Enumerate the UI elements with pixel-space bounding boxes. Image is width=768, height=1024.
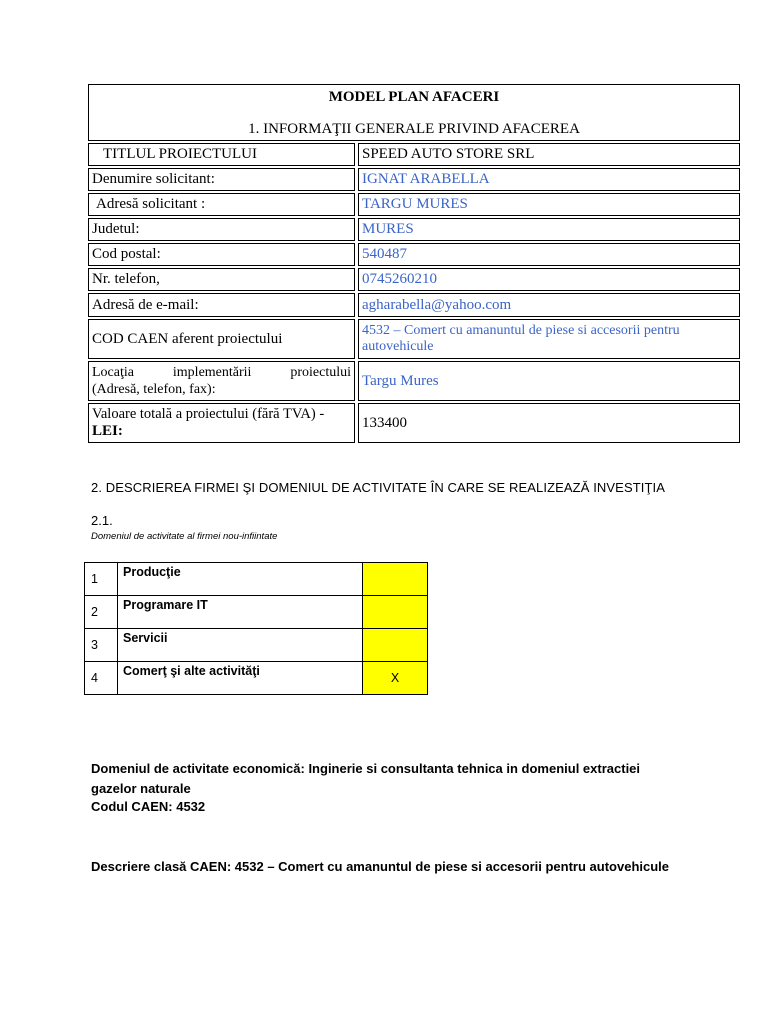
domain-name: Comerţ şi alte activităţi xyxy=(118,662,363,695)
info-value: 4532 – Comert cu amanuntul de piese si accesorii pentru autovehicule xyxy=(358,319,740,359)
plan-header xyxy=(88,84,740,141)
info-row-caen xyxy=(88,319,740,359)
domain-mark: X xyxy=(363,662,428,695)
document-title: MODEL PLAN AFACERI xyxy=(328,89,500,105)
info-label: Nr. telefon, xyxy=(88,268,355,291)
info-label-line1: Locaţia implementării proiectului xyxy=(92,365,351,380)
domain-number: 2 xyxy=(85,596,118,629)
info-row-total-value xyxy=(88,403,740,443)
subsection-number: 2.1. xyxy=(91,513,113,528)
info-label-line2: LEI: xyxy=(92,423,123,439)
activity-domain-table xyxy=(84,562,428,695)
info-label-line1: Valoare totală a proiectului (fără TVA) - xyxy=(92,406,325,422)
info-row-applicant-name xyxy=(88,168,740,191)
table-row xyxy=(85,662,428,695)
info-row-postal-code xyxy=(88,243,740,266)
info-label xyxy=(88,361,355,401)
info-value: 133400 xyxy=(358,403,740,443)
info-label: Cod postal: xyxy=(88,243,355,266)
info-label: Adresă solicitant : xyxy=(88,193,355,216)
section1-title: 1. INFORMAŢII GENERALE PRIVIND AFACEREA xyxy=(248,121,580,137)
caen-code-text: Codul CAEN: 4532 xyxy=(91,799,206,814)
domain-name: Servicii xyxy=(118,629,363,662)
info-value: 0745260210 xyxy=(358,268,740,291)
caen-description-text: Descriere clasă CAEN: 4532 – Comert cu amanuntul de piese si accesorii pentru autovehicule xyxy=(91,859,670,874)
domain-name: Programare IT xyxy=(118,596,363,629)
domain-number: 1 xyxy=(85,563,118,596)
info-label: TITLUL PROIECTULUI xyxy=(88,143,355,166)
info-label xyxy=(88,403,355,443)
info-label: Adresă de e-mail: xyxy=(88,293,355,317)
domain-name: Producţie xyxy=(118,563,363,596)
economic-domain-text: Domeniul de activitate economică: Inginerie si consultanta tehnica in domeniul extractiei gazelor naturale xyxy=(91,761,641,796)
domain-number: 3 xyxy=(85,629,118,662)
info-label: Judetul: xyxy=(88,218,355,241)
info-row-phone xyxy=(88,268,740,291)
table-row xyxy=(85,563,428,596)
info-row-email xyxy=(88,293,740,317)
info-value: IGNAT ARABELLA xyxy=(358,168,740,191)
domain-mark xyxy=(363,596,428,629)
info-value: 540487 xyxy=(358,243,740,266)
info-row-county xyxy=(88,218,740,241)
table-row xyxy=(85,629,428,662)
subsection-caption: Domeniul de activitate al firmei nou-infiintate xyxy=(91,531,278,542)
info-label-line2: (Adresă, telefon, fax): xyxy=(92,382,216,397)
info-label: Denumire solicitant: xyxy=(88,168,355,191)
info-value: MURES xyxy=(358,218,740,241)
table-row xyxy=(85,596,428,629)
info-row-project-title xyxy=(88,143,740,166)
info-row-location xyxy=(88,361,740,401)
section2-heading: 2. DESCRIEREA FIRMEI ŞI DOMENIUL DE ACTIVITATE ÎN CARE SE REALIZEAZĂ INVESTIŢIA xyxy=(91,480,665,495)
info-value: Targu Mures xyxy=(358,361,740,401)
info-value: TARGU MURES xyxy=(358,193,740,216)
info-label: COD CAEN aferent proiectului xyxy=(88,319,355,359)
domain-mark xyxy=(363,563,428,596)
info-row-applicant-address xyxy=(88,193,740,216)
domain-mark xyxy=(363,629,428,662)
info-value: SPEED AUTO STORE SRL xyxy=(358,143,740,166)
info-value: agharabella@yahoo.com xyxy=(358,293,740,317)
domain-number: 4 xyxy=(85,662,118,695)
